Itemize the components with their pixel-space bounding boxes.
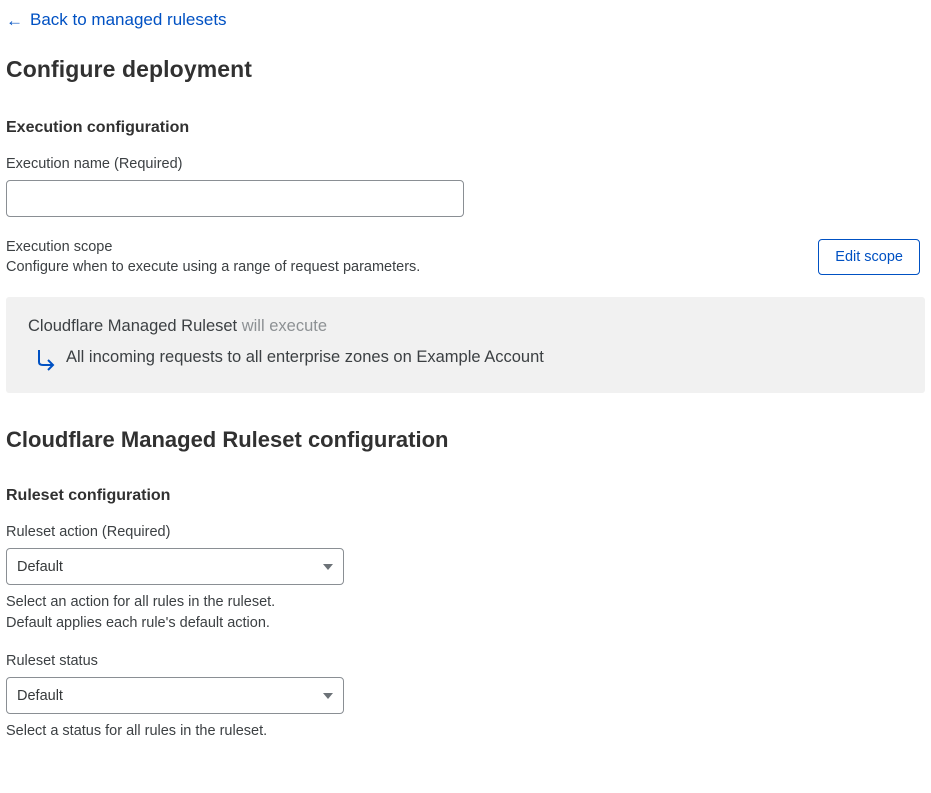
execution-name-input[interactable] xyxy=(6,180,464,217)
back-link-label: Back to managed rulesets xyxy=(30,10,227,29)
ruleset-status-select-wrap xyxy=(6,677,344,714)
ruleset-status-helper-1: Select a status for all rules in the ruleset. xyxy=(6,723,268,740)
execution-name-label: Execution name (Required) xyxy=(6,156,183,172)
execution-scope-row xyxy=(6,239,925,283)
ruleset-configuration-subheading: Ruleset configuration xyxy=(6,487,171,504)
ruleset-action-select-wrap xyxy=(6,548,344,585)
summary-ruleset-name: Cloudflare Managed Ruleset xyxy=(28,317,238,335)
summary-will-execute: will execute xyxy=(237,317,328,335)
edit-scope-button[interactable]: Edit scope xyxy=(818,239,920,275)
execution-scope-label: Execution scope xyxy=(6,239,113,255)
ruleset-status-label: Ruleset status xyxy=(6,653,98,670)
summary-headline xyxy=(28,317,903,336)
summary-detail-text: All incoming requests to all enterprise zones on Example Account xyxy=(66,348,544,366)
arrow-left-icon: ← xyxy=(6,10,23,30)
execution-configuration-heading: Execution configuration xyxy=(6,119,190,136)
page-title: Configure deployment xyxy=(6,56,253,82)
branch-arrow-icon xyxy=(36,349,56,371)
execution-scope-description: Configure when to execute using a range of request parameters. xyxy=(6,259,421,275)
ruleset-action-helper-1: Select an action for all rules in the ruleset. xyxy=(6,594,276,610)
ruleset-action-select[interactable] xyxy=(6,548,344,585)
execution-scope-summary xyxy=(6,297,925,393)
ruleset-action-helper-2: Default applies each rule's default action. xyxy=(6,615,270,632)
back-to-managed-rulesets-link[interactable] xyxy=(6,0,227,30)
ruleset-status-select[interactable] xyxy=(6,677,344,714)
ruleset-configuration-heading: Cloudflare Managed Ruleset configuration xyxy=(6,427,449,452)
ruleset-action-label: Ruleset action (Required) xyxy=(6,524,171,540)
summary-detail-row xyxy=(28,348,903,371)
